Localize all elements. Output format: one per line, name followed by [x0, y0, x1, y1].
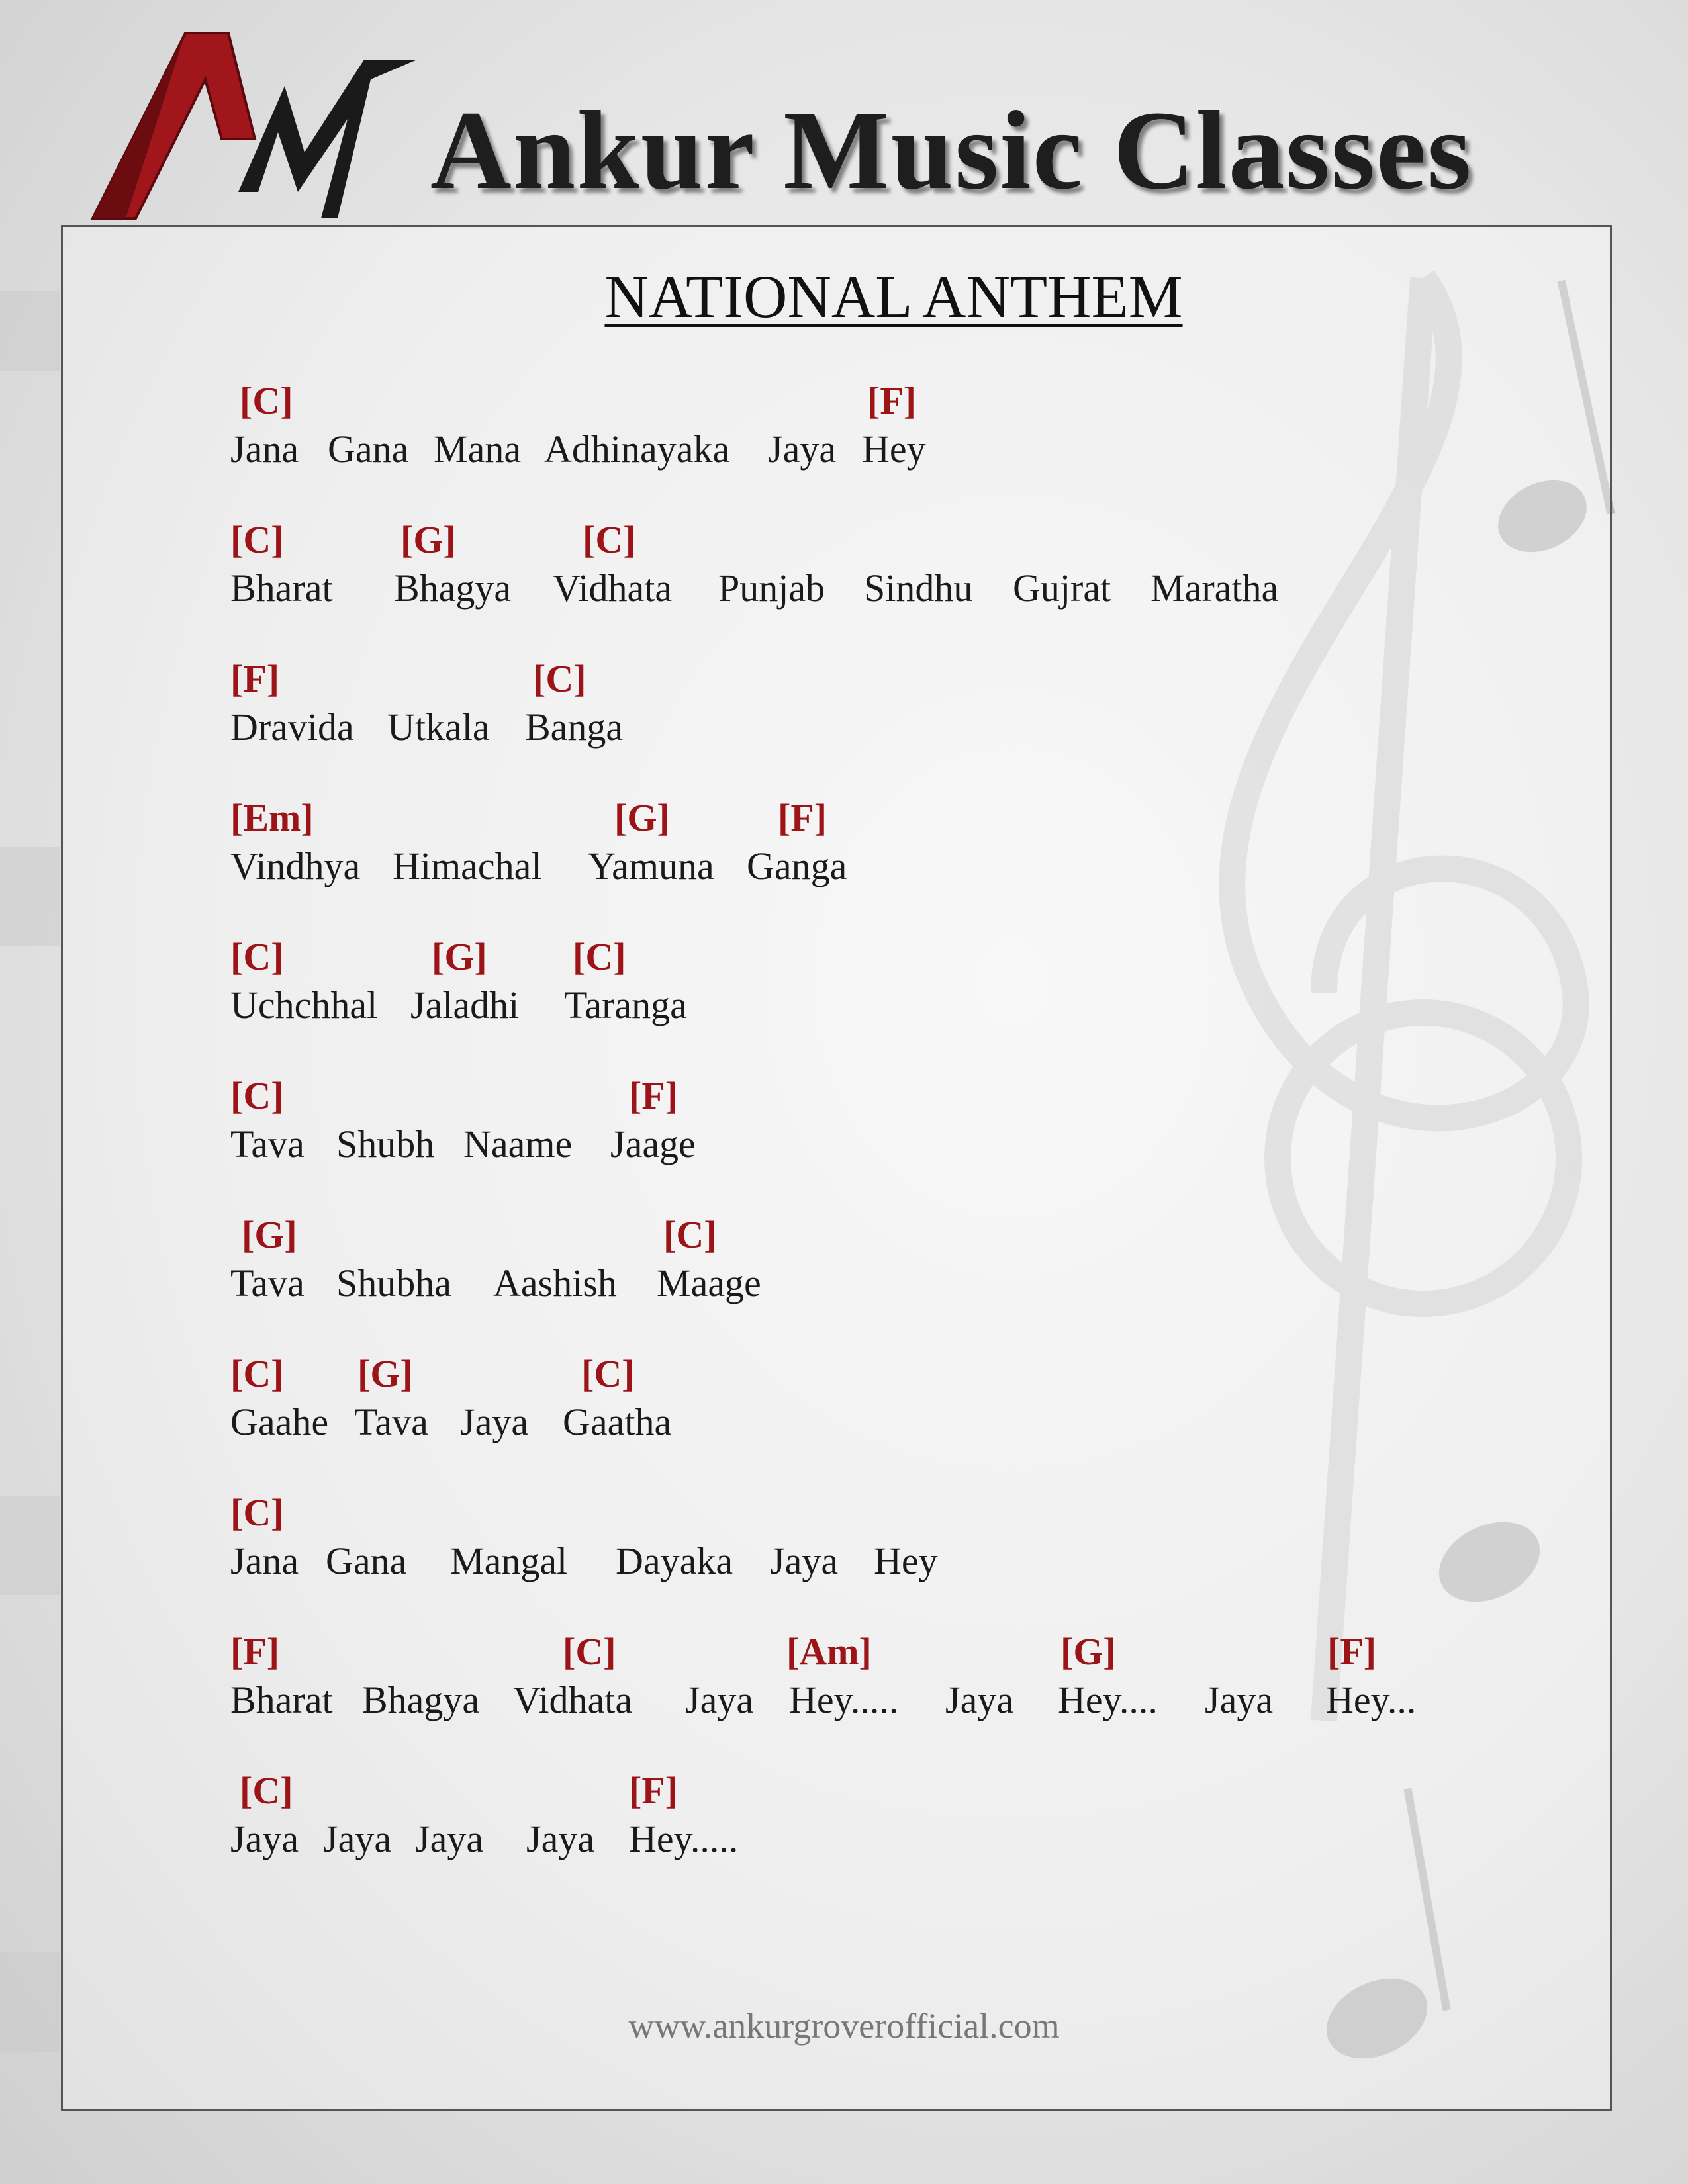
- brand-name: Ankur Music Classes: [430, 88, 1473, 212]
- lyric-word: Hey....: [1058, 1678, 1158, 1721]
- lyric-word: Naame: [463, 1122, 573, 1165]
- lyric-word: Jaya: [415, 1817, 484, 1860]
- lyric-word: Jaya: [768, 428, 837, 471]
- chord: [G]: [242, 1213, 297, 1256]
- lyric-word: Jana: [230, 428, 299, 471]
- lyric-word: Bhagya: [394, 567, 512, 610]
- lyric-word: Dravida: [230, 705, 354, 749]
- lyric-word: Gaahe: [230, 1400, 329, 1443]
- lyric-word: Vidhata: [513, 1678, 633, 1721]
- lyric-word: Bharat: [230, 567, 333, 610]
- lyric-word: Hey...: [1326, 1678, 1417, 1721]
- lyric-word: Adhinayaka: [544, 428, 730, 471]
- lyric-word: Jana: [230, 1539, 299, 1582]
- lyric-word: Shubha: [336, 1261, 451, 1304]
- chord: [C]: [663, 1213, 717, 1256]
- lyric-word: Maage: [657, 1261, 761, 1304]
- lyric-word: Jaage: [610, 1122, 696, 1165]
- lyric-word: Yamuna: [588, 844, 714, 887]
- lyric-word: Hey: [874, 1539, 938, 1582]
- lyric-word: Punjab: [718, 567, 825, 610]
- chord: [F]: [778, 796, 827, 839]
- chord: [Am]: [786, 1630, 872, 1673]
- chord: [G]: [432, 935, 487, 978]
- lyric-word: Aashish: [493, 1261, 617, 1304]
- chord: [G]: [614, 796, 670, 839]
- ankur-music-logo: [86, 20, 424, 225]
- chord: [F]: [230, 1630, 280, 1673]
- chord: [C]: [563, 1630, 616, 1673]
- lyric-word: Utkala: [387, 705, 490, 749]
- chord: [F]: [1327, 1630, 1377, 1673]
- lyric-word: Himachal: [393, 844, 542, 887]
- chord: [F]: [629, 1769, 679, 1812]
- lyric-word: Uchchhal: [230, 983, 378, 1026]
- chord: [C]: [230, 518, 284, 561]
- lyric-word: Mana: [434, 428, 522, 471]
- chord: [C]: [230, 935, 284, 978]
- lyric-word: Bhagya: [362, 1678, 480, 1721]
- lyric-word: Shubh: [336, 1122, 435, 1165]
- lyric-word: Gana: [328, 428, 409, 471]
- footer-website: www.ankurgroverofficial.com: [628, 2006, 1060, 2046]
- chord: [G]: [400, 518, 456, 561]
- lyric-word: Gana: [326, 1539, 407, 1582]
- chord: [C]: [533, 657, 586, 700]
- chord: [C]: [240, 1769, 293, 1812]
- chord: [G]: [1060, 1630, 1116, 1673]
- chord: [C]: [230, 1352, 284, 1395]
- chord: [C]: [230, 1491, 284, 1534]
- lyric-word: Hey.....: [629, 1817, 739, 1860]
- lyric-word: Jaya: [230, 1817, 299, 1860]
- lyric-word: Jaya: [1205, 1678, 1274, 1721]
- chord: [Em]: [230, 796, 314, 839]
- lyric-word: Ganga: [747, 844, 847, 887]
- lyric-word: Tava: [230, 1122, 305, 1165]
- lyric-word: Hey.....: [789, 1678, 899, 1721]
- lyric-word: Sindhu: [864, 567, 973, 610]
- song-title: NATIONAL ANTHEM: [604, 263, 1183, 330]
- chord: [C]: [583, 518, 636, 561]
- lyric-word: Tava: [230, 1261, 305, 1304]
- lyric-word: Jaladhi: [410, 983, 520, 1026]
- lyric-word: Hey: [862, 428, 926, 471]
- chord: [F]: [867, 379, 917, 422]
- lyric-word: Vidhata: [553, 567, 673, 610]
- lyric-word: Tava: [354, 1400, 428, 1443]
- lyric-word: Gaatha: [563, 1400, 672, 1443]
- chord: [F]: [629, 1074, 679, 1117]
- chord: [G]: [357, 1352, 413, 1395]
- lyric-word: Gujrat: [1013, 567, 1111, 610]
- lyric-word: Vindhya: [230, 844, 361, 887]
- lyric-word: Bharat: [230, 1678, 333, 1721]
- lyric-word: Jaya: [770, 1539, 839, 1582]
- chord: [C]: [573, 935, 626, 978]
- lyric-word: Dayaka: [616, 1539, 733, 1582]
- lyric-word: Taranga: [564, 983, 687, 1026]
- chord: [F]: [230, 657, 280, 700]
- lyric-word: Jaya: [323, 1817, 392, 1860]
- lyric-word: Banga: [525, 705, 624, 749]
- chord: [C]: [230, 1074, 284, 1117]
- lyric-word: Jaya: [685, 1678, 754, 1721]
- lyric-word: Maratha: [1150, 567, 1279, 610]
- lyric-word: Jaya: [945, 1678, 1014, 1721]
- lyric-word: Jaya: [526, 1817, 595, 1860]
- lyric-word: Jaya: [460, 1400, 529, 1443]
- chord: [C]: [581, 1352, 635, 1395]
- lyric-word: Mangal: [450, 1539, 568, 1582]
- chord: [C]: [240, 379, 293, 422]
